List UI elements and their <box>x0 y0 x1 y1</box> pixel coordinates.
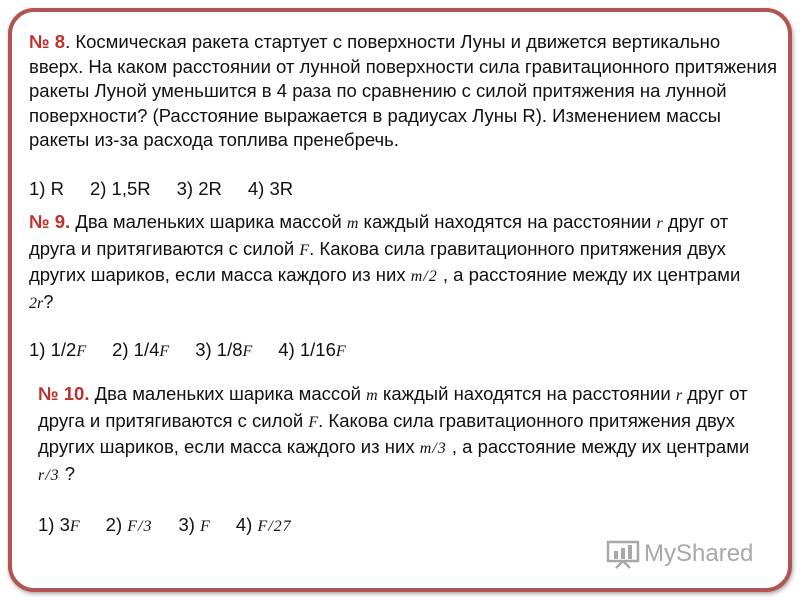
problem-8-text: . Космическая ракета стартует с поверхности Луны и движется вертикально вверх. На каком расстоянии от лунной поверхности сила гравитационного притяжения ракеты Луной уменьшится в 4 раза по сравнению с силой притяжения на лунной поверхности? (Расстояние выражается в радиусах Луны R). Изменением массы ракеты из-за расхода топлива пренебречь. <box>29 31 777 150</box>
problem-10-answers <box>38 513 758 540</box>
problem-9-text: друг от друга и притягиваются с силой <box>29 211 729 259</box>
problem-10 <box>38 382 758 540</box>
distance-expression: r/3 <box>38 466 60 484</box>
answer-option: 4) 3R <box>247 177 294 199</box>
problem-10-text: . Какова сила гравитационного притяжения двух других шариков, если масса каждого из них <box>38 409 735 457</box>
answer-option: 1) 1/2F <box>29 339 87 360</box>
problem-10-statement <box>38 382 758 488</box>
mass-expression: m/2 <box>410 268 438 285</box>
distance-symbol: r <box>675 387 683 404</box>
mass-symbol: m <box>346 215 359 232</box>
answer-option: 3) 2R <box>176 177 222 199</box>
answer-option: 1) R <box>29 177 64 199</box>
problem-8 <box>29 30 777 201</box>
mass-expression: m/3 <box>419 440 447 457</box>
mass-symbol: m <box>366 387 378 404</box>
problem-10-text: друг от друга и притягиваются с силой <box>38 383 748 431</box>
problem-10-text: , а расстояние между их центрами <box>446 436 750 457</box>
distance-symbol: r <box>656 215 663 232</box>
answer-option: 4) F/27 <box>235 514 292 535</box>
problem-9 <box>29 210 769 365</box>
answer-option: 1) 3F <box>38 514 80 535</box>
problem-10-text: Два маленьких шарика массой <box>89 383 367 404</box>
watermark-brand: MyShared <box>644 540 754 567</box>
answer-option: 4) 1/16F <box>278 339 346 360</box>
problem-9-text: . Какова сила гравитационного притяжения двух других шариков, если масса каждого из них <box>29 237 726 285</box>
force-symbol: F <box>308 413 319 431</box>
problem-9-text: , а расстояние между их центрами <box>437 264 741 285</box>
answer-option: 3) 1/8F <box>195 339 253 360</box>
answer-option: 3) F <box>178 514 210 535</box>
problem-9-statement <box>29 210 769 316</box>
watermark <box>606 539 753 569</box>
problem-8-statement <box>29 30 777 153</box>
distance-expression: 2r <box>29 294 44 312</box>
problem-9-number: № 9. <box>29 211 71 232</box>
answer-option: 2) 1,5R <box>89 177 151 199</box>
problem-9-text: Два маленьких шарика массой <box>70 211 347 232</box>
problem-9-text: ? <box>43 290 54 312</box>
answer-option: 2) 1/4F <box>112 339 170 360</box>
answer-option: 2) F/3 <box>105 514 153 535</box>
problem-8-answers <box>29 177 777 202</box>
force-symbol: F <box>299 241 310 259</box>
problem-9-text: каждый находятся на расстоянии <box>358 211 657 232</box>
problem-10-text: ? <box>59 462 76 484</box>
problem-10-number: № 10. <box>38 383 90 404</box>
problem-9-answers <box>29 338 769 365</box>
presentation-chart-icon <box>606 539 640 569</box>
problem-10-text: каждый находятся на расстоянии <box>377 383 676 404</box>
problem-8-number: № 8 <box>29 31 66 52</box>
